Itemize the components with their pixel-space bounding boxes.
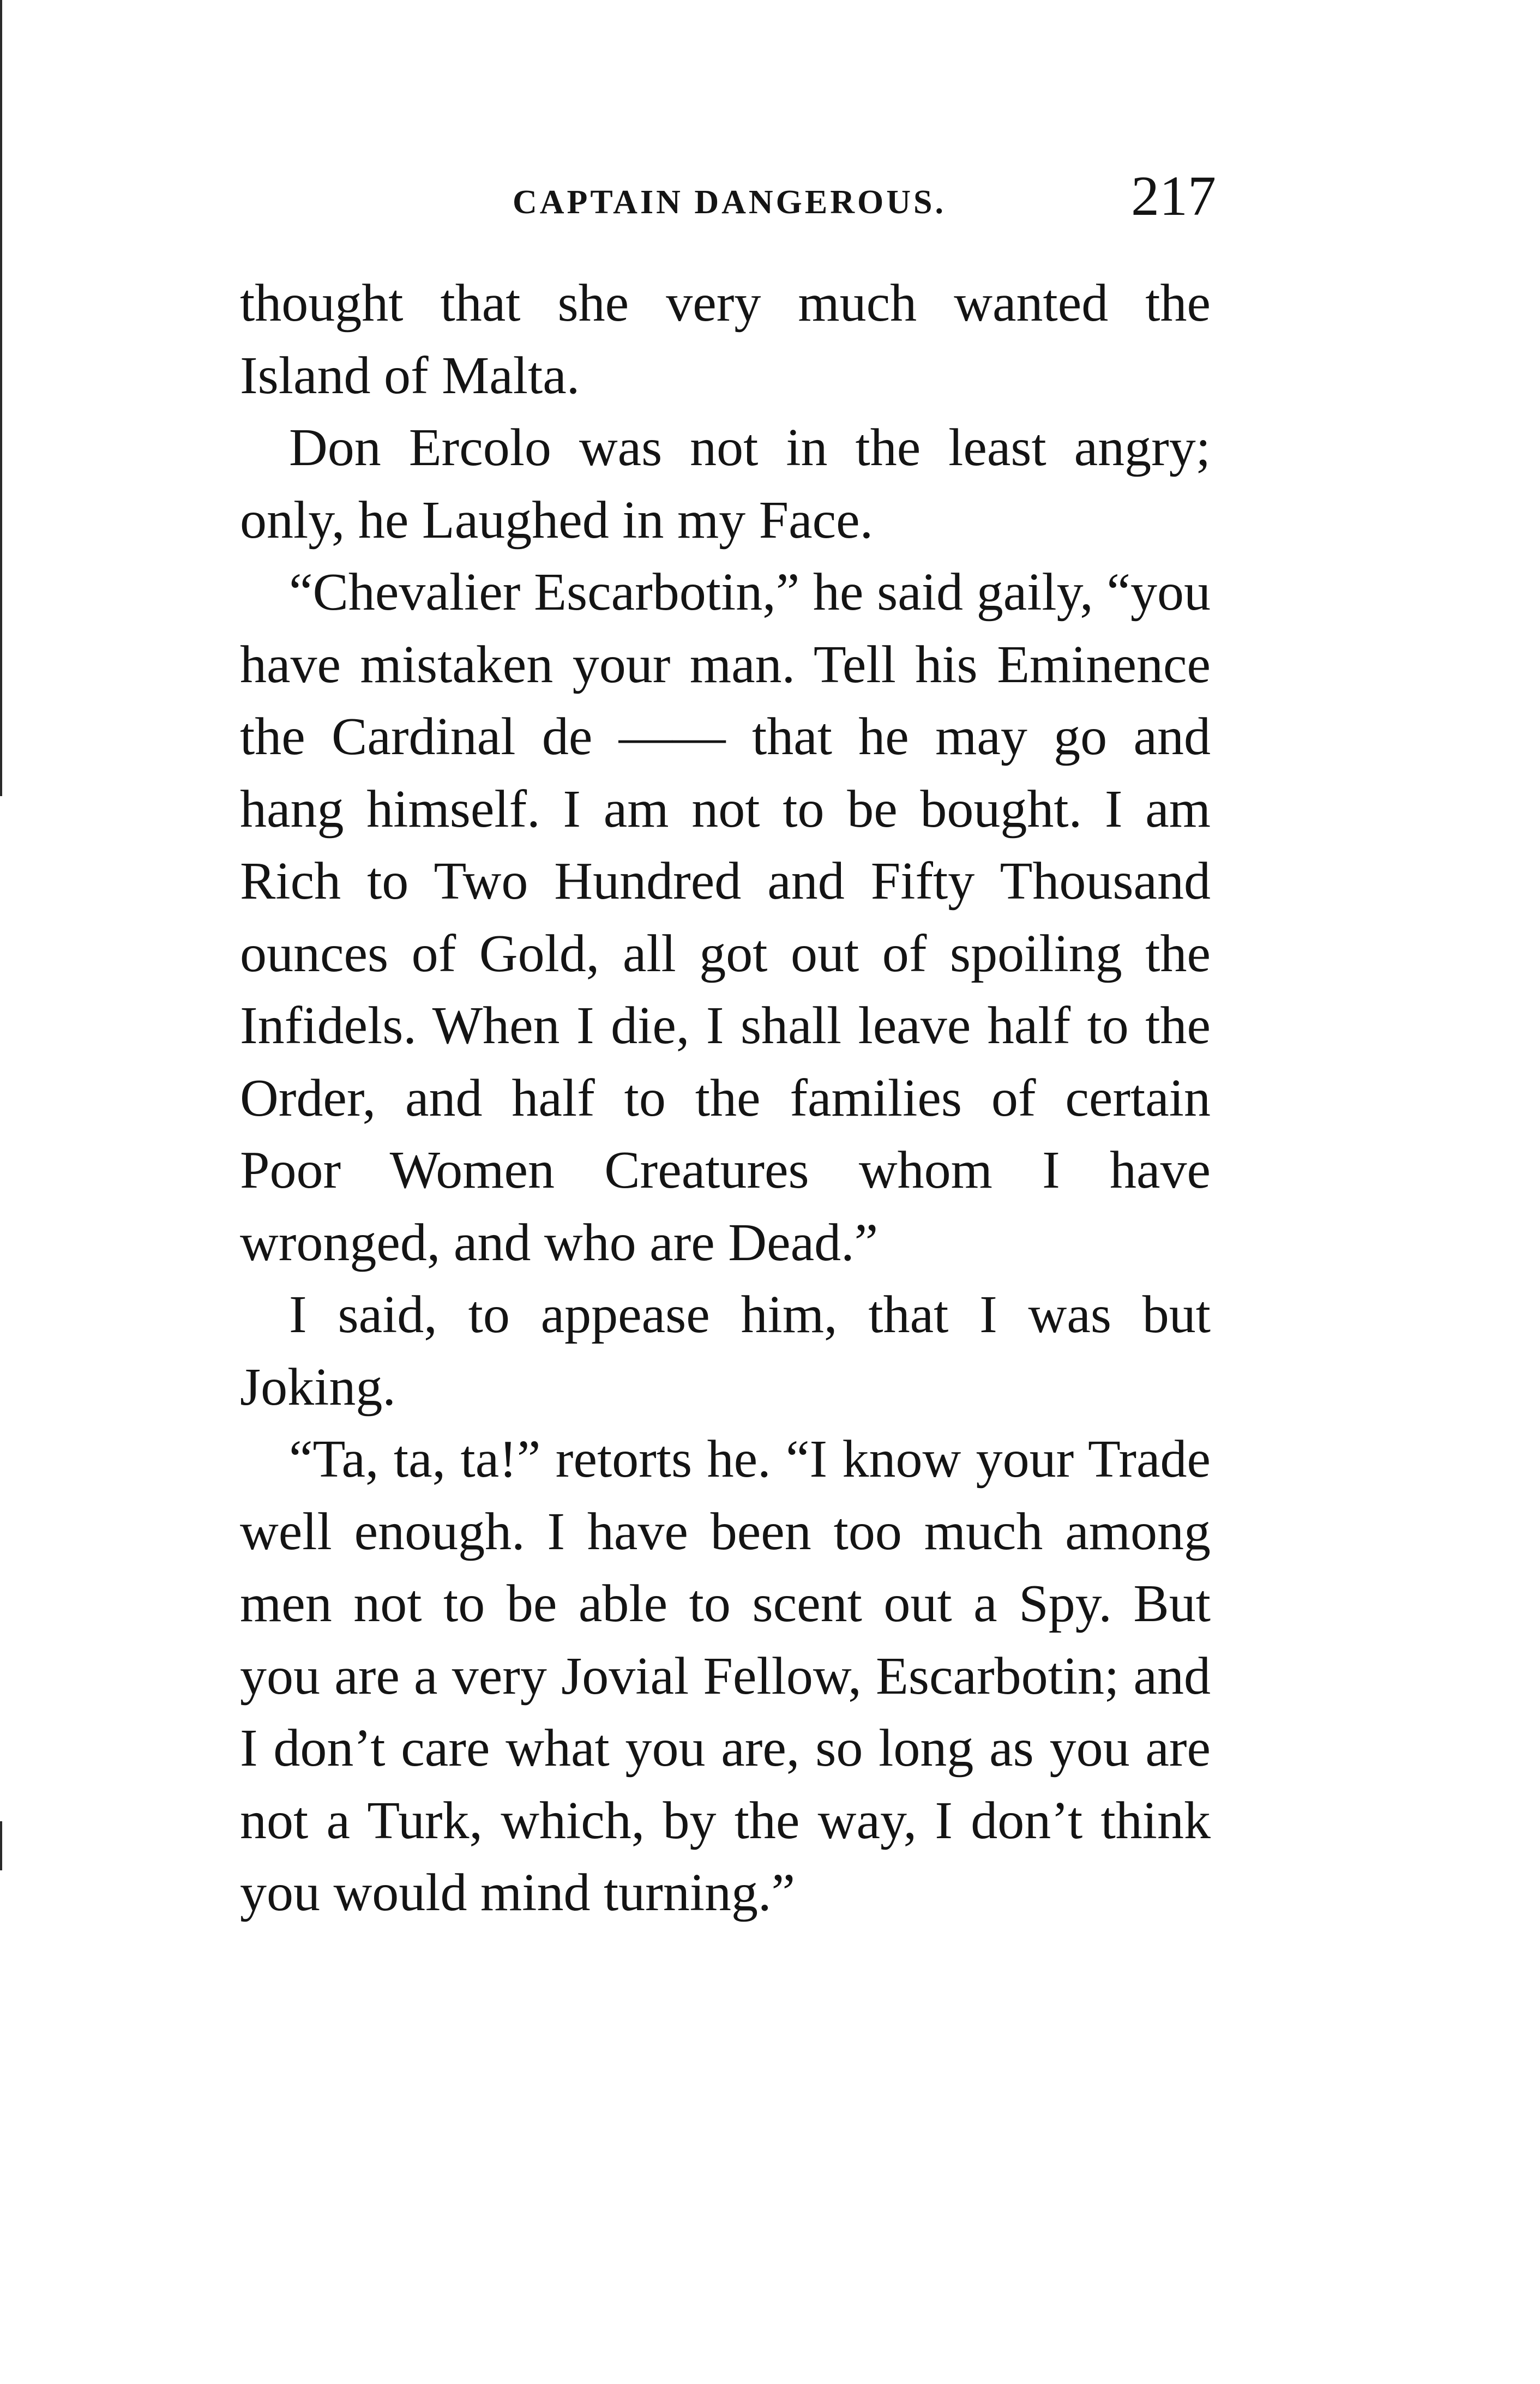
paragraph-4: I said, to appease him, that I was but Joking. — [240, 1285, 1211, 1417]
page-number: 217 — [1131, 165, 1216, 227]
page-edge-mark — [0, 0, 2, 796]
paragraph-3: “Chevalier Escarbotin,” he said gaily, “you have mistaken your man. Tell his Eminence the Cardinal de —— that he may go and hang himself. I am not to be bought. I am Rich to Two Hundred and Fifty Thousand ounces of Gold, all got out of spoiling the Infidels. When I die, I shall leave half to the Order, and half to the families of certain Poor Women Creatures whom I have wronged, and who are Dead.” — [240, 563, 1211, 1272]
page-header — [240, 164, 1216, 240]
paragraph-1: thought that she very much wanted the Island of Malta. — [240, 274, 1211, 405]
paragraph-5: “Ta, ta, ta!” retorts he. “I know your Trade well enough. I have been too much among men not to be able to scent out a Spy. But you are a very Jovial Fellow, Escarbotin; and I don’t care what you are, so long as you are not a Turk, which, by the way, I don’t think you would mind turning.” — [240, 1430, 1211, 1922]
running-title: CAPTAIN DANGEROUS. — [513, 184, 947, 221]
page-edge-mark-lower — [0, 1821, 2, 1870]
paragraph-2: Don Ercolo was not in the least angry; only, he Laughed in my Face. — [240, 418, 1211, 550]
body-text — [240, 267, 1211, 1929]
